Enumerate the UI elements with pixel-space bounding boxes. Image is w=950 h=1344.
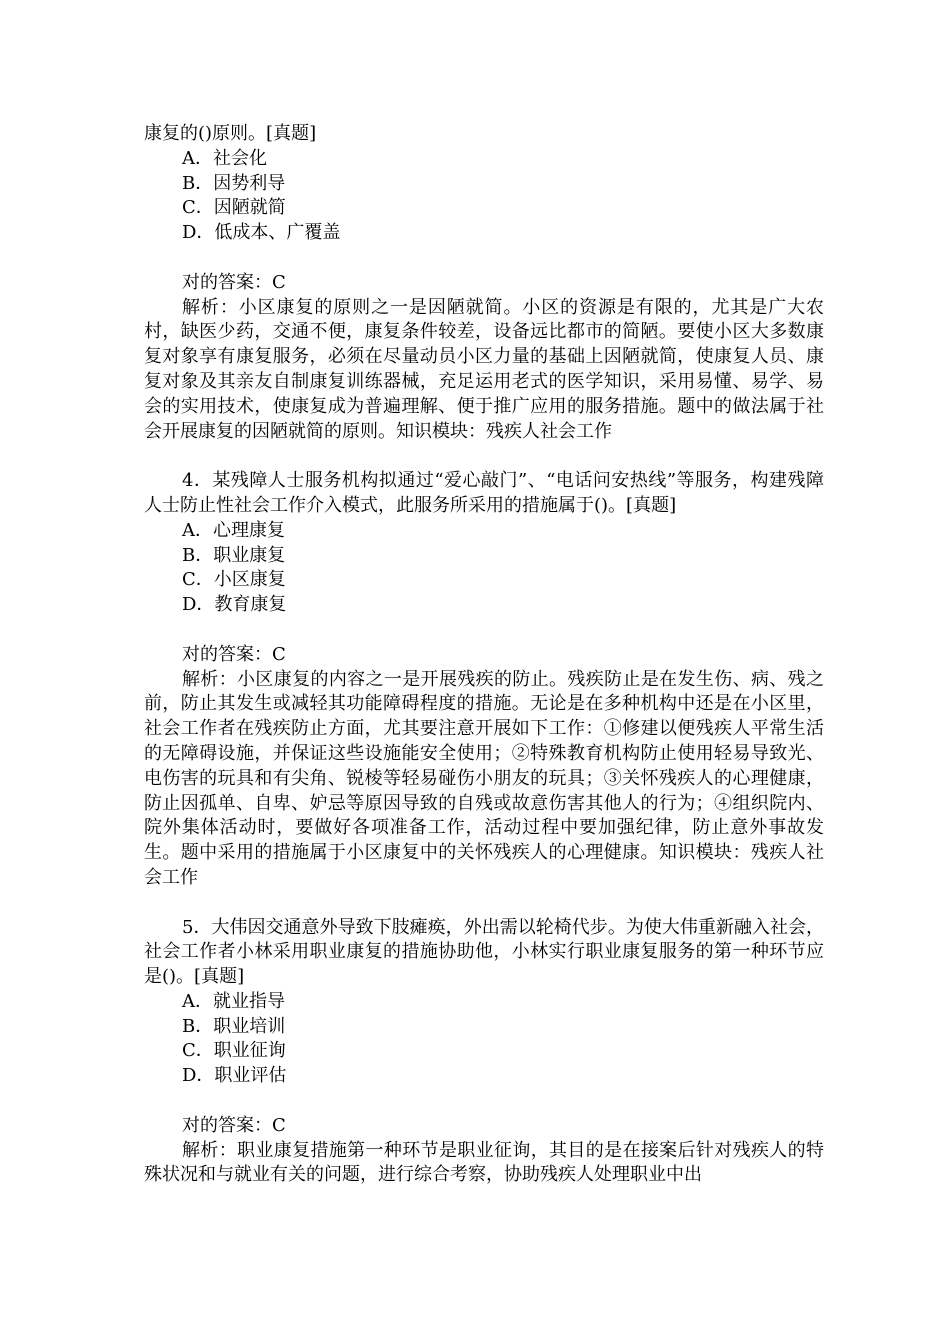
option-c: C．因陋就简 (182, 197, 286, 219)
correct-answer: 对的答案：C (182, 643, 286, 665)
option-a: A．心理康复 (182, 519, 285, 541)
spacer (144, 444, 824, 469)
question-stem: 康复的()原则。[真题] (144, 123, 317, 144)
option-c: C．小区康复 (182, 569, 286, 591)
option-d: D．职业评估 (182, 1065, 287, 1087)
correct-answer: 对的答案：C (182, 1114, 286, 1136)
analysis-text: 解析：小区康复的原则之一是因陋就简。小区的资源是有限的，尤其是广大农村，缺医少药，交通不便，康复条件较差，设备远比都市的简陋。要使小区大多数康复对象享有康复服务，必须在尽量动员小区力量的基础上因陋就简，使康复人员、康复对象及其亲友自制康复训练器械，充足运用老式的医学知识，采用易懂、易学、易会的实用技术，使康复成为普遍理解、便于推广应用的服务措施。题中的做法属于社会开展康复的因陋就简的原则。知识模块：残疾人社会工作 (144, 296, 824, 442)
option-d: D．低成本、广覆盖 (182, 222, 341, 244)
spacer (144, 618, 824, 643)
question-stem: 5．大伟因交通意外导致下肢瘫痪，外出需以轮椅代步。为使大伟重新融入社会，社会工作者小林采用职业康复的措施协助他，小林实行职业康复服务的第一种环节应是()。[真题] (144, 916, 824, 988)
correct-answer: 对的答案：C (182, 271, 286, 293)
option-b: B．因势利导 (182, 172, 286, 194)
option-a: A．就业指导 (182, 990, 285, 1012)
option-d: D．教育康复 (182, 594, 287, 616)
option-b: B．职业康复 (182, 544, 286, 566)
spacer (144, 246, 824, 271)
option-a: A．社会化 (182, 147, 267, 169)
option-b: B．职业培训 (182, 1015, 286, 1037)
spacer (144, 891, 824, 916)
option-c: C．职业征询 (182, 1040, 286, 1062)
spacer (144, 1089, 824, 1114)
analysis-text: 解析：小区康复的内容之一是开展残疾的防止。残疾防止是在发生伤、病、残之前，防止其发生或减轻其功能障碍程度的措施。无论是在多种机构中还是在小区里，社会工作者在残疾防止方面，尤其要注意开展如下工作：①修建以便残疾人平常生活的无障碍设施，并保证这些设施能安全使用；②特殊教育机构防止使用轻易导致光、电伤害的玩具和有尖角、锐棱等轻易碰伤小朋友的玩具；③关怀残疾人的心理健康，防止因孤单、自卑、妒忌等原因导致的自残或故意伤害其他人的行为；④组织院内、院外集体活动时，要做好各项准备工作，活动过程中要加强纪律，防止意外事故发生。题中采用的措施属于小区康复中的关怀残疾人的心理健康。知识模块：残疾人社会工作 (144, 668, 824, 888)
question-stem: 4．某残障人士服务机构拟通过“爱心敲门”、“电话问安热线”等服务，构建残障人士防止性社会工作介入模式，此服务所采用的措施属于()。[真题] (144, 470, 824, 516)
analysis-text: 解析：职业康复措施第一种环节是职业征询，其目的是在接案后针对残疾人的特殊状况和与就业有关的问题，进行综合考察，协助残疾人处理职业中出 (144, 1139, 824, 1186)
document-page (144, 122, 824, 1188)
